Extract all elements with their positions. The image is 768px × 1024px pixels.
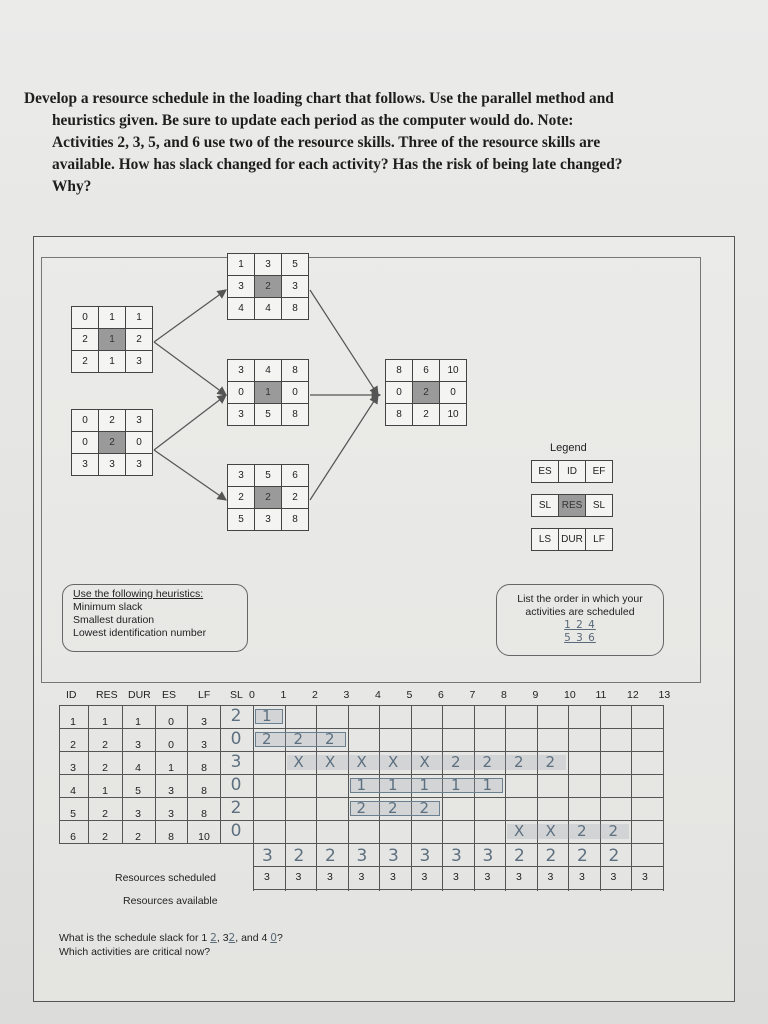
grid-vline (663, 705, 664, 891)
resources-scheduled-value: 2 (293, 846, 305, 866)
schedule-mark: 2 (388, 799, 398, 817)
node-activity-4-mid (228, 360, 309, 426)
chart-cell-id: 3 (70, 761, 76, 774)
period-header: 9 (532, 689, 539, 701)
grid-hline (59, 797, 663, 798)
chart-cell-id: 5 (70, 807, 76, 820)
node-cell: 3 (227, 464, 255, 487)
resources-available-value: 3 (264, 871, 270, 883)
grid-vline (537, 705, 538, 891)
question-line-1: Develop a resource schedule in the loading chart that follows. Use the parallel method and (24, 90, 614, 107)
node-cell: 3 (227, 403, 255, 426)
node-cell: 2 (281, 486, 309, 509)
node-cell: 6 (412, 359, 440, 382)
footer-end: ? (276, 932, 283, 944)
node-cell: 2 (98, 431, 126, 454)
chart-cell-id: 1 (70, 715, 76, 728)
col-header-dur: DUR (128, 689, 151, 701)
chart-cell-es: 3 (168, 784, 174, 797)
legend-cell: ES (531, 460, 559, 483)
node-cell: 8 (281, 508, 309, 531)
node-cell: 3 (125, 453, 153, 476)
resources-scheduled-value: 2 (514, 846, 525, 866)
node-cell: 2 (412, 381, 440, 404)
node-cell: 3 (125, 409, 153, 432)
node-cell: 2 (71, 328, 99, 351)
schedule-mark: 2 (262, 730, 272, 748)
heuristic-item: Lowest identification number (73, 627, 207, 639)
order-row-2: 5 3 6 (564, 632, 596, 644)
node-cell: 3 (254, 253, 282, 276)
resources-available-value: 3 (610, 871, 617, 883)
chart-cell-id: 2 (70, 738, 76, 751)
chart-cell-es: 0 (168, 715, 174, 728)
node-cell: 0 (125, 431, 153, 454)
node-cell: 1 (98, 350, 126, 373)
resources-scheduled-value: 3 (419, 846, 431, 866)
heuristic-item: Smallest duration (73, 614, 155, 626)
node-activity-1 (72, 307, 153, 373)
chart-cell-lf: 3 (201, 738, 207, 751)
node-cell: 4 (254, 297, 282, 320)
node-cell: 10 (439, 359, 467, 382)
col-header-sl: SL (230, 689, 243, 701)
grid-vline (253, 705, 254, 891)
resources-scheduled-value: 2 (325, 846, 336, 866)
grid-vline (474, 705, 475, 891)
grid-vline (411, 705, 412, 891)
node-cell: 3 (254, 508, 282, 531)
footer-answer-4: 0 (270, 932, 277, 944)
order-row-1: 1 2 4 (564, 619, 596, 631)
node-cell: 3 (125, 350, 153, 373)
chart-cell-lf: 8 (201, 784, 207, 797)
grid-hline (59, 751, 663, 752)
col-header-lf: LF (198, 689, 211, 701)
schedule-mark: X (545, 822, 556, 840)
node-activity-6 (386, 360, 467, 426)
schedule-mark: 1 (388, 776, 398, 794)
grid-vline (348, 705, 349, 891)
footer-q1-pre: What is the schedule slack for 1 (59, 932, 208, 944)
chart-cell-lf: 10 (198, 830, 210, 843)
chart-cell-dur: 4 (135, 761, 141, 774)
resources-available-label: Resources available (123, 895, 218, 907)
schedule-mark: X (514, 822, 525, 840)
chart-cell-res: 1 (102, 715, 108, 728)
resources-scheduled-value: 3 (388, 846, 399, 866)
footer-answer-3: 2 (228, 932, 236, 944)
col-header-res: RES (96, 689, 118, 701)
legend-cell: ID (558, 460, 586, 483)
schedule-mark: 1 (451, 776, 461, 794)
period-header: 12 (627, 689, 639, 701)
schedule-mark: 2 (356, 799, 367, 817)
order-title-2: activities are scheduled (525, 606, 635, 618)
node-cell: 4 (227, 297, 255, 320)
chart-cell-dur: 3 (135, 807, 141, 820)
chart-cell-res: 2 (102, 738, 108, 751)
grid-vline (631, 705, 632, 891)
resources-scheduled-value: 2 (577, 846, 588, 866)
period-header: 5 (406, 689, 413, 701)
resources-scheduled-value: 2 (545, 846, 557, 866)
resources-available-value: 3 (516, 871, 522, 883)
resources-available-value: 3 (547, 871, 554, 883)
node-cell: 8 (281, 297, 309, 320)
node-cell: 2 (227, 486, 255, 509)
resources-available-value: 3 (484, 871, 491, 883)
resources-available-value: 3 (327, 871, 333, 883)
question-line-5: Why? (52, 178, 92, 195)
col-header-id: ID (66, 689, 77, 701)
period-header: 0 (249, 689, 255, 701)
schedule-mark: 2 (482, 753, 493, 771)
period-header: 8 (501, 689, 507, 701)
node-cell: 8 (385, 359, 413, 382)
grid-hline (253, 866, 663, 867)
chart-cell-es: 0 (168, 738, 174, 751)
legend-title: Legend (550, 442, 587, 454)
legend-cell: LS (531, 528, 559, 551)
chart-cell-es: 3 (168, 807, 174, 820)
node-cell: 2 (98, 409, 126, 432)
schedule-mark: 2 (451, 753, 461, 771)
schedule-mark: X (356, 753, 367, 771)
schedule-mark: X (293, 753, 304, 771)
col-header-es: ES (162, 689, 177, 701)
schedule-mark: X (419, 753, 430, 771)
node-cell: 2 (254, 275, 282, 298)
heuristic-item: Minimum slack (73, 601, 143, 613)
node-cell: 5 (281, 253, 309, 276)
legend-cell: SL (531, 494, 559, 517)
node-cell: 1 (227, 253, 255, 276)
node-activity-5 (228, 465, 309, 531)
schedule-mark: 2 (419, 799, 430, 817)
node-cell: 0 (71, 306, 99, 329)
chart-cell-dur: 3 (135, 738, 141, 751)
node-cell: 2 (125, 328, 153, 351)
node-activity-4 (72, 410, 153, 476)
node-cell: 0 (385, 381, 413, 404)
question-line-3: Activities 2, 3, 5, and 6 use two of the resource skills. Three of the resource skills are (52, 134, 601, 151)
resources-scheduled-label: Resources scheduled (115, 872, 216, 884)
chart-cell-es: 8 (168, 830, 174, 843)
schedule-mark: 2 (545, 753, 556, 771)
chart-cell-sl: 0 (230, 821, 242, 841)
legend-cell: SL (585, 494, 613, 517)
node-cell: 3 (227, 275, 255, 298)
chart-cell-sl: 2 (230, 706, 242, 726)
resources-available-value: 3 (421, 871, 428, 883)
legend-box (532, 461, 613, 551)
schedule-mark: X (325, 753, 336, 771)
schedule-mark: 1 (482, 776, 493, 794)
order-title-1: List the order in which your (517, 593, 643, 605)
question-line-4: available. How has slack changed for each activity? Has the risk of being late changed? (52, 156, 623, 173)
schedule-mark: X (388, 753, 399, 771)
footer-question-1 (59, 932, 283, 944)
chart-cell-res: 2 (102, 761, 108, 774)
period-header: 10 (564, 689, 576, 701)
footer-mid-1: , 3 (216, 932, 229, 944)
schedule-mark: 2 (325, 730, 335, 748)
chart-cell-sl: 2 (230, 798, 242, 818)
grid-hline (59, 705, 663, 706)
resources-available-value: 3 (358, 871, 365, 883)
chart-cell-lf: 3 (201, 715, 207, 728)
period-header: 1 (280, 689, 287, 701)
node-cell: 3 (281, 275, 309, 298)
grid-hline (59, 820, 663, 821)
legend-cell: RES (558, 494, 586, 517)
chart-cell-sl: 0 (230, 775, 242, 795)
node-cell: 0 (71, 431, 99, 454)
footer-question-2: Which activities are critical now? (59, 946, 211, 958)
chart-cell-dur: 1 (135, 715, 141, 728)
node-cell: 2 (412, 403, 440, 426)
chart-cell-sl: 3 (230, 752, 242, 772)
footer-answer-1: 2 (210, 932, 217, 944)
node-cell: 3 (71, 453, 99, 476)
node-cell: 5 (227, 508, 255, 531)
node-cell: 1 (254, 381, 282, 404)
period-header: 13 (658, 689, 671, 701)
schedule-mark: 1 (419, 776, 430, 794)
order-box (496, 584, 664, 656)
chart-cell-dur: 5 (135, 784, 141, 797)
resources-scheduled-value: 3 (451, 846, 462, 866)
period-header: 4 (375, 689, 381, 701)
period-header: 2 (312, 689, 318, 701)
period-header: 3 (343, 689, 350, 701)
node-cell: 0 (227, 381, 255, 404)
chart-cell-es: 1 (168, 761, 174, 774)
schedule-mark: 2 (608, 822, 619, 840)
node-cell: 0 (439, 381, 467, 404)
chart-cell-lf: 8 (201, 807, 207, 820)
chart-cell-lf: 8 (201, 761, 207, 774)
heuristics-title: Use the following heuristics: (73, 588, 204, 600)
grid-vline (442, 705, 443, 891)
resources-available-value: 3 (579, 871, 585, 883)
question-line-2: heuristics given. Be sure to update each period as the computer would do. Note: (52, 112, 574, 129)
grid-hline (59, 728, 663, 729)
heuristics-box (62, 584, 248, 652)
chart-cell-res: 2 (102, 807, 108, 820)
period-header: 7 (469, 689, 476, 701)
node-cell: 0 (281, 381, 309, 404)
node-cell: 4 (254, 359, 282, 382)
grid-hline (59, 774, 663, 775)
period-header: 11 (595, 689, 607, 701)
chart-cell-id: 4 (70, 784, 76, 797)
chart-cell-dur: 2 (135, 830, 141, 843)
node-cell: 1 (98, 328, 126, 351)
legend-cell: EF (585, 460, 613, 483)
resources-scheduled-value: 3 (482, 846, 494, 866)
grid-vline (568, 705, 569, 891)
node-activity-3-top (228, 254, 309, 320)
resources-available-value: 3 (295, 871, 302, 883)
footer-mid-2: , and 4 (235, 932, 268, 944)
node-cell: 3 (227, 359, 255, 382)
grid-hline (59, 843, 663, 844)
schedule-mark: 2 (577, 822, 587, 840)
node-cell: 8 (281, 403, 309, 426)
resources-available-value: 3 (642, 871, 648, 883)
node-cell: 6 (281, 464, 309, 487)
grid-hline (253, 889, 663, 890)
grid-vline (600, 705, 601, 891)
chart-cell-res: 1 (102, 784, 108, 797)
node-cell: 0 (71, 409, 99, 432)
node-cell: 2 (71, 350, 99, 373)
schedule-mark: 1 (356, 776, 367, 794)
node-cell: 2 (254, 486, 282, 509)
schedule-mark: 1 (262, 707, 272, 725)
node-cell: 8 (385, 403, 413, 426)
resources-scheduled-value: 3 (262, 846, 273, 866)
chart-cell-res: 2 (102, 830, 108, 843)
period-header: 6 (438, 689, 444, 701)
node-cell: 1 (125, 306, 153, 329)
resources-scheduled-value: 2 (608, 846, 620, 866)
resources-available-value: 3 (453, 871, 459, 883)
schedule-mark: 2 (514, 753, 524, 771)
grid-vline (505, 705, 506, 891)
resources-available-value: 3 (390, 871, 396, 883)
node-cell: 3 (98, 453, 126, 476)
chart-cell-id: 6 (70, 830, 76, 843)
question-text (24, 88, 764, 198)
resources-scheduled-value: 3 (356, 846, 368, 866)
node-cell: 1 (98, 306, 126, 329)
node-cell: 5 (254, 464, 282, 487)
schedule-mark: 2 (293, 730, 304, 748)
node-cell: 5 (254, 403, 282, 426)
grid-vline (379, 705, 380, 891)
legend-cell: LF (585, 528, 613, 551)
chart-cell-sl: 0 (230, 729, 242, 749)
node-cell: 10 (439, 403, 467, 426)
node-cell: 8 (281, 359, 309, 382)
legend-cell: DUR (558, 528, 586, 551)
